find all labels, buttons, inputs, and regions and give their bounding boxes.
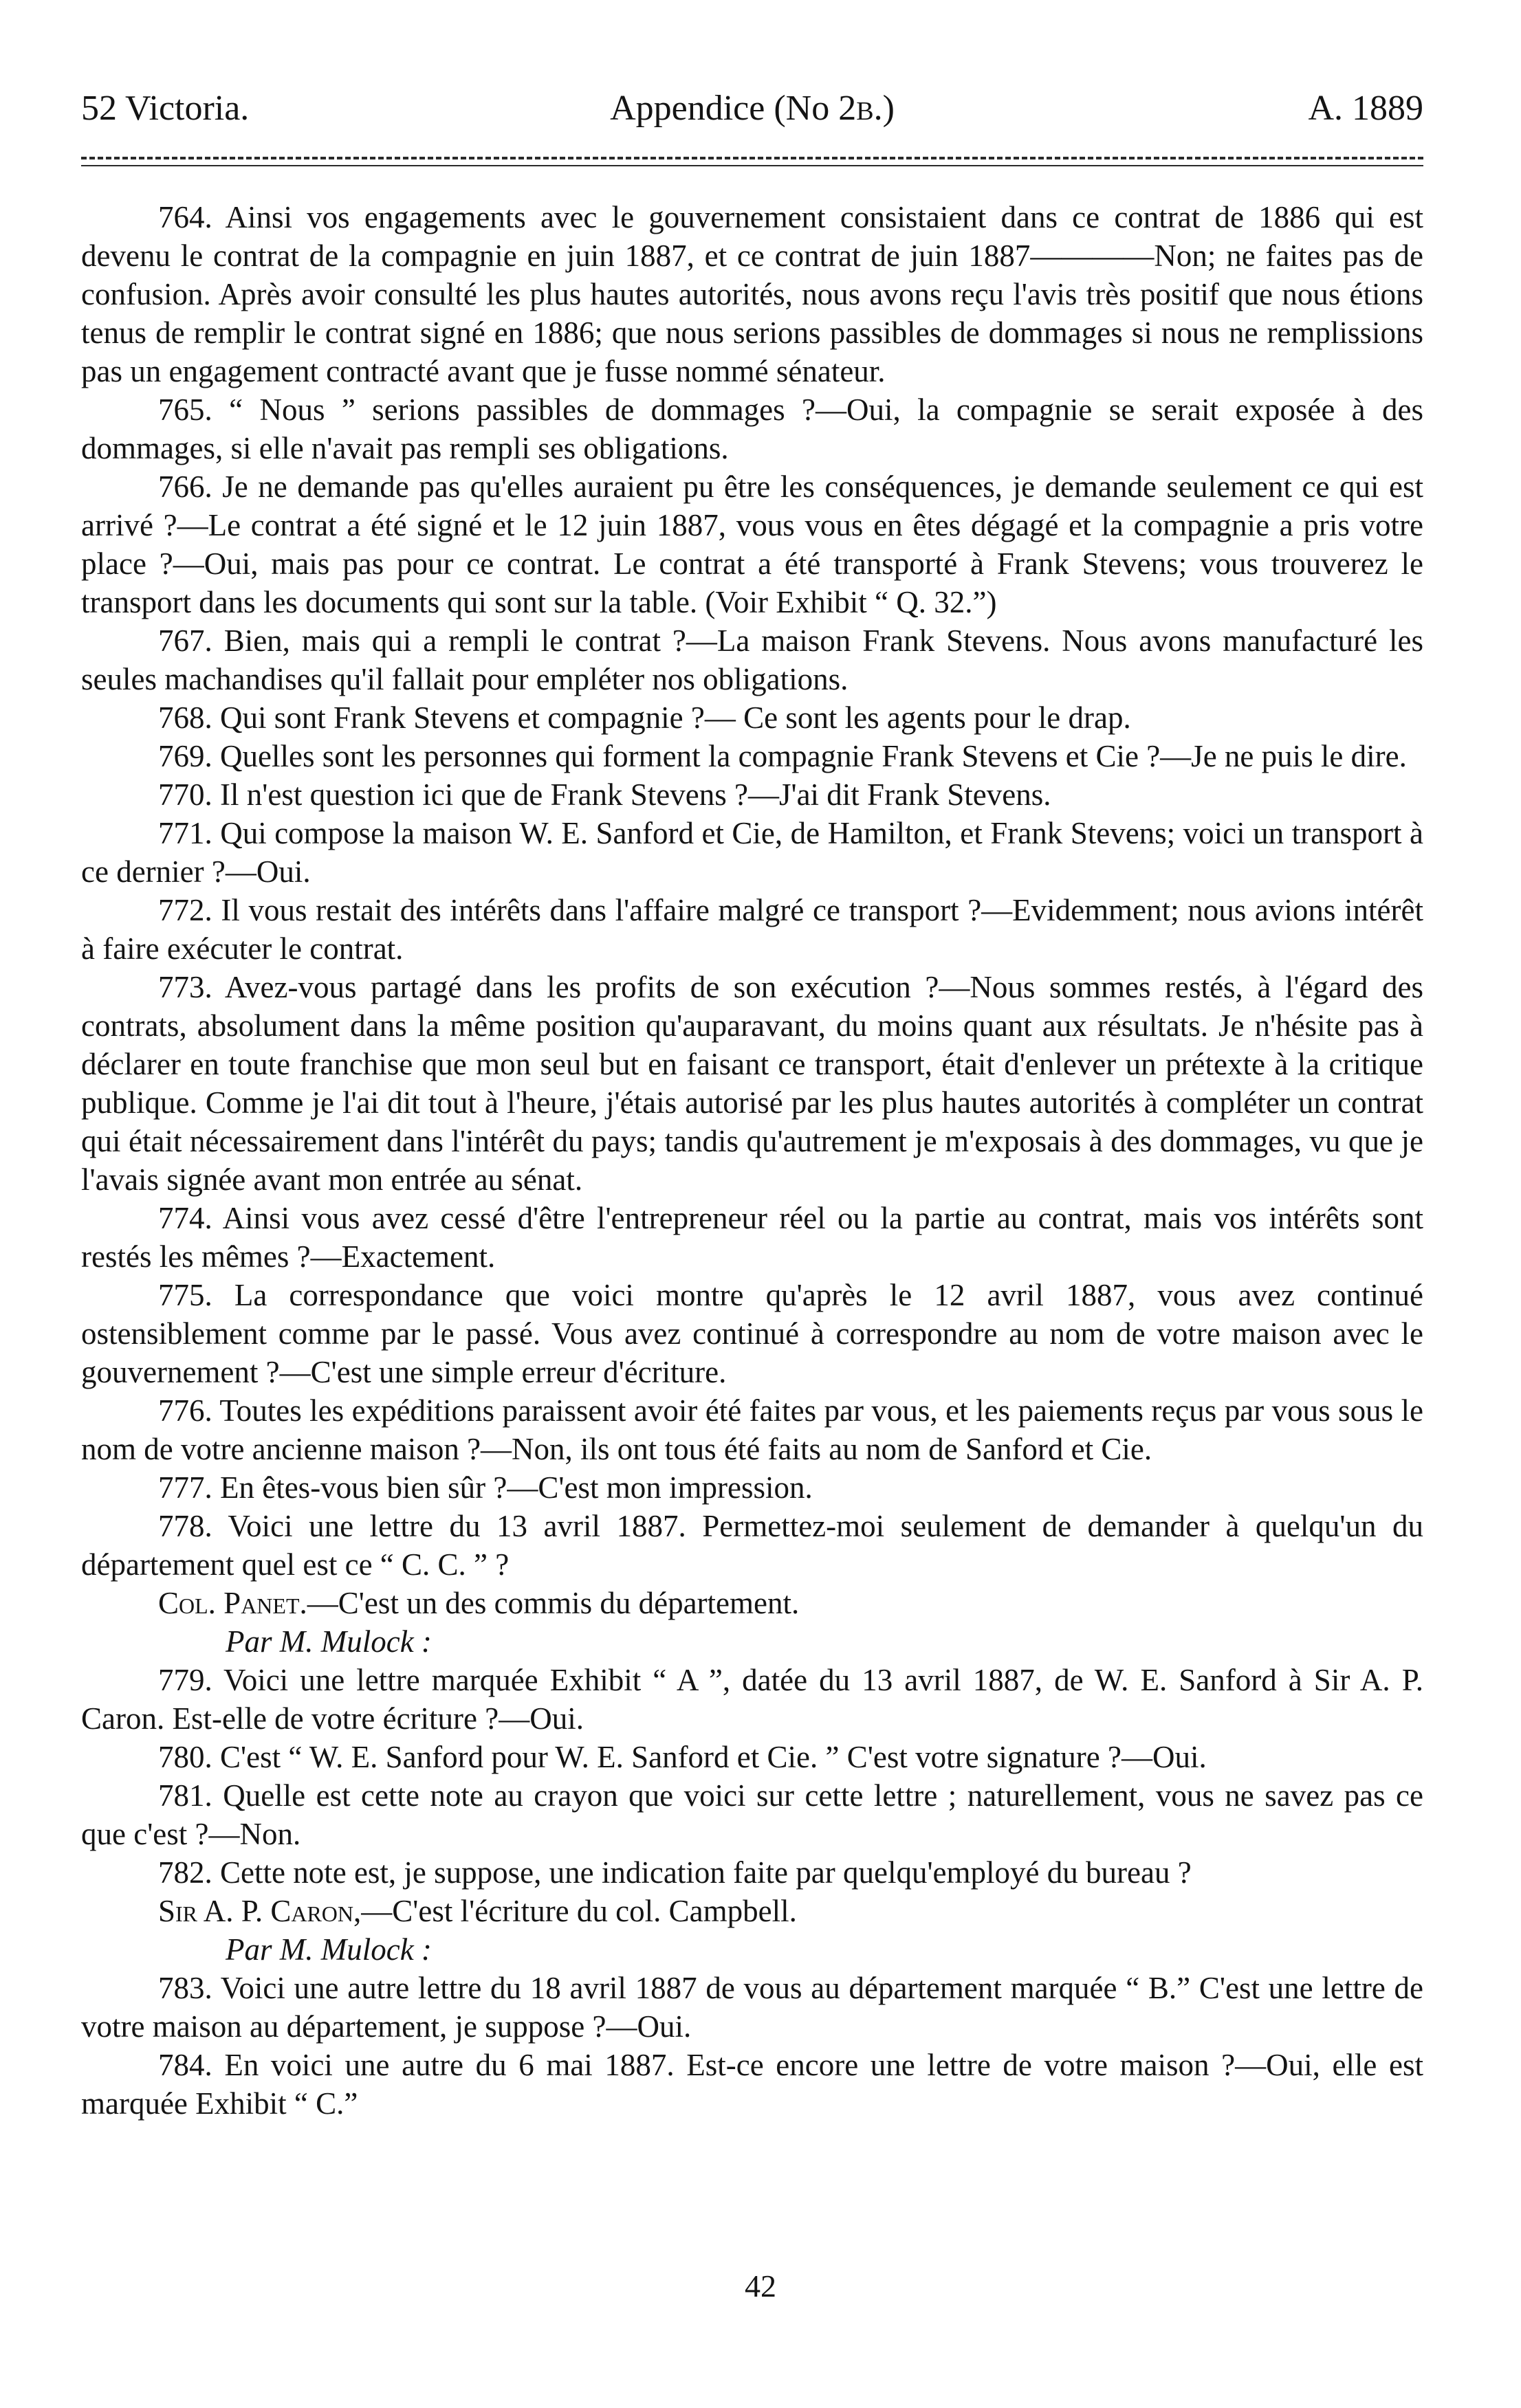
question-paragraph: 774. Ainsi vous avez cessé d'être l'entrepreneur réel ou la partie au contrat, mais vos intérêts sont restés les mêmes ?—Exactement. bbox=[81, 1201, 1423, 1274]
question-paragraph: 777. En êtes-vous bien sûr ?—C'est mon impression. bbox=[158, 1470, 813, 1505]
question-paragraph: 775. La correspondance que voici montre qu'après le 12 avril 1887, vous avez continué ostensiblement comme par le passé. Vous avez continué à correspondre au nom de votre maison avec le gouvernement ?—C'est une simple erreur d'écriture. bbox=[81, 1278, 1423, 1389]
running-header bbox=[81, 81, 1423, 136]
speaker-statement: —C'est un des commis du département. bbox=[307, 1586, 800, 1620]
examiner-byline: Par M. Mulock : bbox=[226, 1624, 432, 1659]
question-paragraph: 770. Il n'est question ici que de Frank Stevens ?—J'ai dit Frank Stevens. bbox=[158, 777, 1051, 812]
header-year: A. 1889 bbox=[1308, 89, 1423, 128]
header-appendix bbox=[610, 81, 895, 139]
question-paragraph: 776. Toutes les expéditions paraissent avoir été faites par vous, et les paiements reçus par vous sous le nom de votre ancienne maison ?—Non, ils ont tous été faits au nom de Sanford et Cie. bbox=[81, 1393, 1423, 1466]
question-paragraph: 766. Je ne demande pas qu'elles auraient pu être les conséquences, je demande seulement ce qui est arrivé ?—Le contrat a été signé et le 12 juin 1887, vous vous en êtes dégagé et la compagnie a pris votre place ?—Oui, mais pas pour ce contrat. Le contrat a été transporté à Frank Stevens; vous trouverez le transport dans les documents qui sont sur la table. (Voir Exhibit “ Q. 32.”) bbox=[81, 470, 1423, 619]
header-appendix-prefix: Appendice (No 2 bbox=[610, 89, 857, 128]
question-paragraph: 765. “ Nous ” serions passibles de dommages ?—Oui, la compagnie se serait exposée à des dommages, si elle n'avait pas rempli ses obligations. bbox=[81, 393, 1423, 465]
header-rule bbox=[81, 157, 1423, 159]
speaker-line bbox=[81, 1892, 1423, 1930]
question-paragraph: 783. Voici une autre lettre du 18 avril 1887 de vous au département marquée “ B.” C'est une lettre de votre maison au département, je suppose ?—Oui. bbox=[81, 1971, 1423, 2044]
question-paragraph: 768. Qui sont Frank Stevens et compagnie ?— Ce sont les agents pour le drap. bbox=[158, 700, 1131, 735]
question-paragraph: 773. Avez-vous partagé dans les profits de son exécution ?—Nous sommes restés, à l'égard des contrats, absolument dans la même position qu'auparavant, du moins quant aux résultats. Je n'hésite pas à déclarer en toute franchise que mon seul but en faisant ce transport, était d'enlever un prétexte à la critique publique. Comme je l'ai dit tout à l'heure, j'étais autorisé par les plus hautes autorités à compléter un contrat qui était nécessairement dans l'intérêt du pays; tandis qu'autrement je m'exposais à des dommages, vu que je l'avais signée avant mon entrée au sénat. bbox=[81, 970, 1423, 1197]
question-paragraph: 772. Il vous restait des intérêts dans l'affaire malgré ce transport ?—Evidemment; nous avions intérêt à faire exécuter le contrat. bbox=[81, 893, 1423, 966]
testimony-text bbox=[81, 198, 1423, 2123]
header-appendix-letter: B bbox=[856, 97, 874, 126]
speaker-statement: —C'est l'écriture du col. Campbell. bbox=[361, 1894, 797, 1928]
question-paragraph: 769. Quelles sont les personnes qui forment la compagnie Frank Stevens et Cie ?—Je ne puis le dire. bbox=[158, 739, 1407, 773]
question-paragraph: 784. En voici une autre du 6 mai 1887. Est-ce encore une lettre de votre maison ?—Oui, elle est marquée Exhibit “ C.” bbox=[81, 2048, 1423, 2121]
speaker-name: Sir A. P. Caron, bbox=[158, 1894, 362, 1928]
header-session: 52 Victoria. bbox=[81, 89, 250, 128]
question-paragraph: 781. Quelle est cette note au crayon que voici sur cette lettre ; naturellement, vous ne savez pas ce que c'est ?—Non. bbox=[81, 1778, 1423, 1851]
speaker-line bbox=[81, 1584, 1423, 1622]
page-number: 42 bbox=[745, 2268, 776, 2304]
question-paragraph: 782. Cette note est, je suppose, une indication faite par quelqu'employé du bureau ? bbox=[158, 1855, 1192, 1890]
header-rule-underline bbox=[81, 165, 1423, 166]
speaker-name: Col. Panet. bbox=[158, 1586, 307, 1620]
examiner-byline: Par M. Mulock : bbox=[226, 1932, 432, 1967]
question-paragraph: 771. Qui compose la maison W. E. Sanford et Cie, de Hamilton, et Frank Stevens; voici un transport à ce dernier ?—Oui. bbox=[81, 816, 1423, 889]
question-paragraph: 780. C'est “ W. E. Sanford pour W. E. Sanford et Cie. ” C'est votre signature ?—Oui. bbox=[158, 1740, 1207, 1774]
question-paragraph: 767. Bien, mais qui a rempli le contrat ?—La maison Frank Stevens. Nous avons manufacturé les seules machandises qu'il fallait pour empléter nos obligations. bbox=[81, 623, 1423, 696]
question-paragraph: 778. Voici une lettre du 13 avril 1887. Permettez-moi seulement de demander à quelqu'un du département quel est ce “ C. C. ” ? bbox=[81, 1509, 1423, 1582]
question-paragraph: 764. Ainsi vos engagements avec le gouvernement consistaient dans ce contrat de 1886 qui est devenu le contrat de la compagnie en juin 1887, et ce contrat de juin 1887————Non; ne faites pas de confusion. Après avoir consulté les plus hautes autorités, nous avons reçu l'avis très positif que nous étions tenus de remplir le contrat signé en 1886; que nous serions passibles de dommages si nous ne remplissions pas un engagement contracté avant que je fusse nommé sénateur. bbox=[81, 200, 1423, 388]
header-appendix-suffix: .) bbox=[873, 89, 895, 128]
question-paragraph: 779. Voici une lettre marquée Exhibit “ A ”, datée du 13 avril 1887, de W. E. Sanford à Sir A. P. Caron. Est-elle de votre écriture ?—Oui. bbox=[81, 1663, 1423, 1736]
